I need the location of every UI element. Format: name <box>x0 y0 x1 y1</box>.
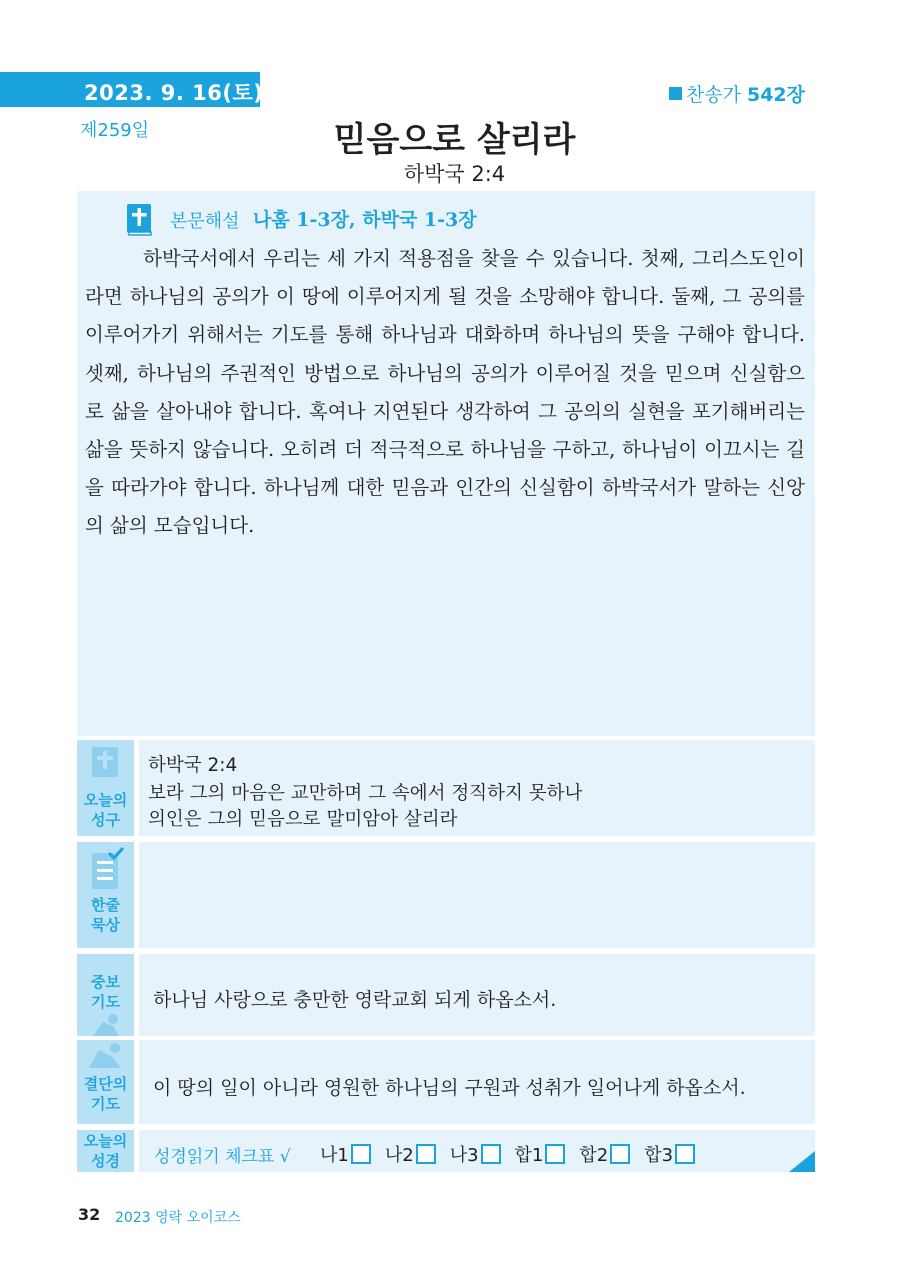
page-subtitle: 하박국 2:4 <box>403 162 506 186</box>
hymn-reference <box>669 80 805 107</box>
resolution-label-line2: 기도 <box>91 1095 120 1113</box>
checkbox[interactable] <box>610 1144 630 1164</box>
corner-triangle <box>789 1151 815 1172</box>
checklist-icon <box>89 847 125 891</box>
meditation-label-line2: 묵상 <box>91 916 120 934</box>
resolution-label-box <box>77 1040 134 1124</box>
verse-reference: 하박국 2:4 <box>148 755 238 776</box>
date-text: 2023. 9. 16(토) <box>84 81 264 105</box>
meditation-label-box <box>77 842 134 948</box>
verse-line-2: 의인은 그의 믿음으로 말미암아 살리라 <box>148 809 458 830</box>
explanation-body: 하박국서에서 우리는 세 가지 적용점을 찾을 수 있습니다. 첫째, 그리스도인이라면 하나님의 공의가 이 땅에 이루어지게 될 것을 소망해야 합니다. 둘째, 그 공의를 이루어가기 위해서는 기도를 통해 하나님과 대화하며 하나님의 뜻을 구해야 합니다. 셋째, 하나님의 주권적인 방법으로 하나님의 공의가 이루어질 것을 믿으며 신실함으로 삶을 살아내야 합니다. 혹여나 지연된다 생각하여 그 공의의 실현을 포기해버리는 삶을 뜻하지 않습니다. 오히려 더 적극적으로 하나님을 구하고, 하나님이 이끄시는 길을 따라가야 합니다. 하나님께 대한 믿음과 인간의 신실함이 하박국서가 말하는 신앙의 삶의 모습입니다. <box>85 247 805 538</box>
reading-label-line2: 성경 <box>91 1152 120 1170</box>
page-number: 32 <box>78 1205 101 1224</box>
hymn-number: 542장 <box>746 84 805 106</box>
reading-label-box <box>77 1130 134 1172</box>
intercession-text: 하나님 사랑으로 충만한 영락교회 되게 하옵소서. <box>153 989 557 1011</box>
meditation-label-line1: 한줄 <box>91 896 120 914</box>
reading-checklist <box>320 1141 709 1167</box>
checkbox[interactable] <box>545 1144 565 1164</box>
page-title: 믿음으로 살리라 <box>333 120 576 160</box>
checkbox-habakkuk-2[interactable]: 합2 <box>579 1141 630 1167</box>
reading-label-line1: 오늘의 <box>83 1132 128 1150</box>
verse-label-line2: 성구 <box>91 811 120 829</box>
intercession-label-line2: 기도 <box>91 993 120 1011</box>
checkbox-nahum-1[interactable]: 나1 <box>320 1141 371 1167</box>
checkbox[interactable] <box>481 1144 501 1164</box>
resolution-label-line1: 결단의 <box>83 1075 128 1093</box>
checkbox[interactable] <box>351 1144 371 1164</box>
day-count: 제259일 <box>80 120 150 141</box>
intercession-label-line1: 중보 <box>91 973 120 991</box>
praying-person-icon <box>87 1042 125 1068</box>
verse-label-line1: 오늘의 <box>83 791 128 809</box>
praying-person-icon <box>89 1014 125 1036</box>
bible-icon <box>125 203 153 236</box>
book-title: 2023 영락 오이코스 <box>115 1210 241 1226</box>
explanation-range: 나훔 1-3장, 하박국 1-3장 <box>253 209 477 231</box>
verse-label-box <box>77 740 134 836</box>
checkbox[interactable] <box>675 1144 695 1164</box>
checkbox-nahum-2[interactable]: 나2 <box>385 1141 436 1167</box>
checkbox-nahum-3[interactable]: 나3 <box>450 1141 501 1167</box>
meditation-input-area[interactable] <box>139 842 815 948</box>
square-bullet-icon <box>669 87 682 100</box>
explanation-label: 본문해설 <box>170 211 240 232</box>
hymn-label: 찬송가 <box>685 84 741 106</box>
resolution-text: 이 땅의 일이 아니라 영원한 하나님의 구원과 성취가 일어나게 하옵소서. <box>153 1077 746 1099</box>
intercession-label-box <box>77 954 134 1036</box>
reading-check-label: 성경읽기 체크표 √ <box>154 1147 291 1167</box>
checkbox[interactable] <box>416 1144 436 1164</box>
checkbox-habakkuk-1[interactable]: 합1 <box>515 1141 566 1167</box>
checkbox-habakkuk-3[interactable]: 합3 <box>644 1141 695 1167</box>
verse-line-1: 보라 그의 마음은 교만하며 그 속에서 정직하지 못하나 <box>148 783 583 804</box>
bible-icon <box>90 746 120 780</box>
